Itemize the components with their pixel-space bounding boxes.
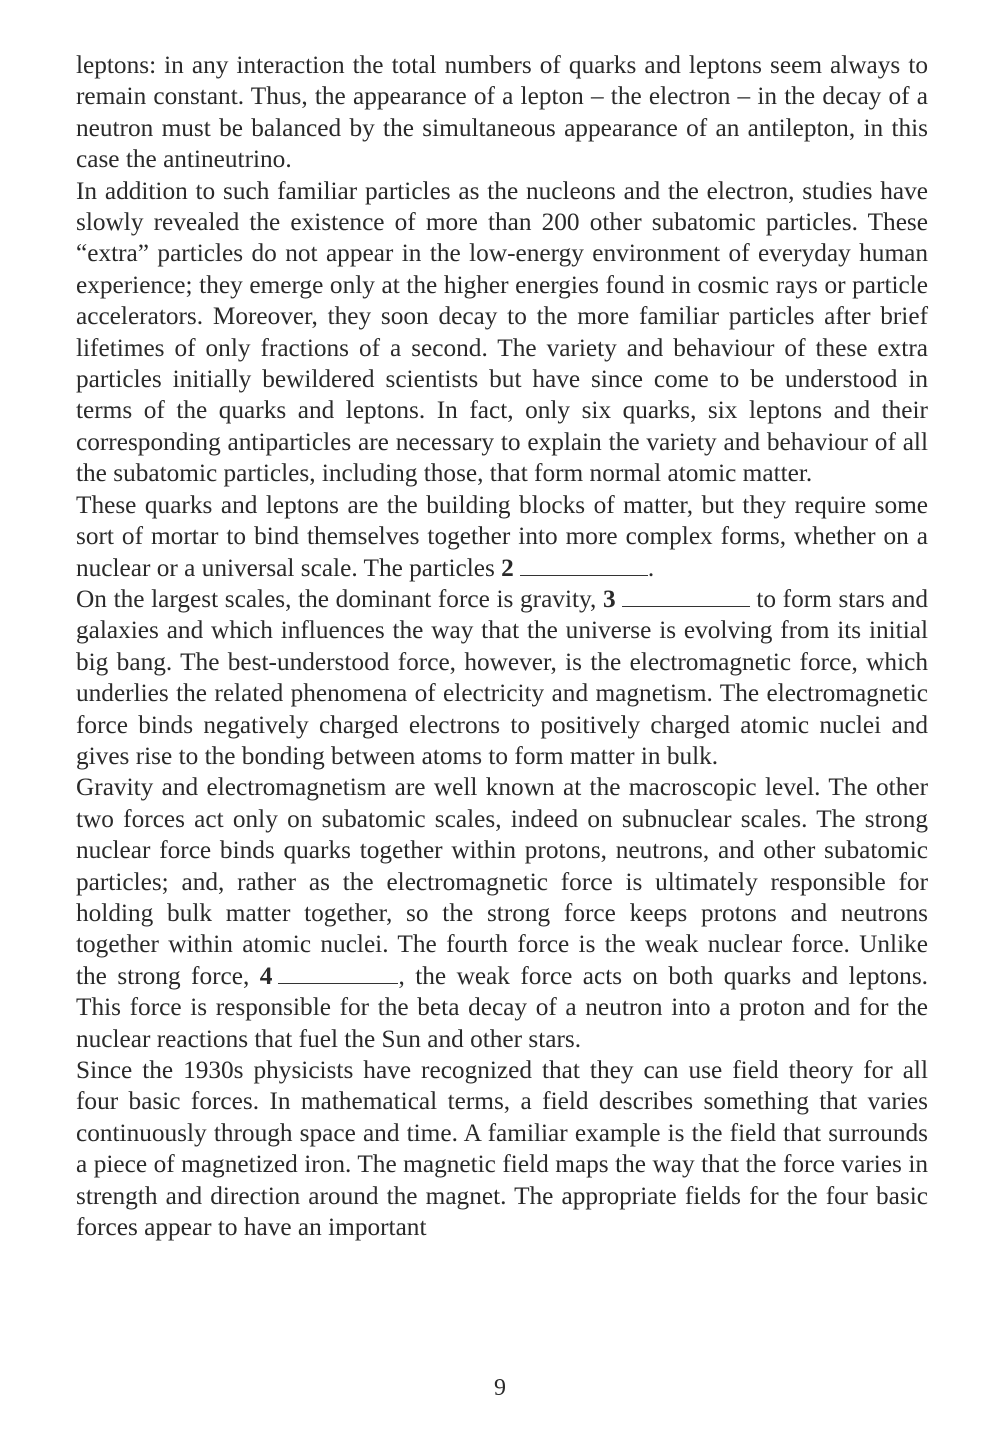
paragraph-1: leptons: in any interaction the total numbers of quarks and leptons seem always to remain constant. Thus, the appearance of a lepton – the electron – in the decay of a neutron must be balanced by the simultaneous appearance of an antilepton, in this case the antineutrino. bbox=[76, 51, 928, 174]
paragraph-6: Since the 1930s physicists have recognized that they can use field theory for all four basic forces. In mathematical terms, a field describes something that varies continuously through space and time. A familiar example is the field that surrounds a piece of magnetized iron. The magnetic field maps the way that the force varies in strength and direction around the magnet. The appropriate fields for the four basic forces appear to have an important bbox=[76, 1056, 928, 1242]
paragraph-4-text: On the largest scales, the dominant force is gravity, bbox=[76, 584, 597, 613]
gap-number-3: 3 bbox=[603, 584, 616, 613]
gap-number-4: 4 bbox=[259, 961, 273, 990]
paragraph-3-end: . bbox=[647, 553, 655, 582]
page-number: 9 bbox=[494, 1375, 506, 1401]
document-body bbox=[76, 50, 928, 1243]
paragraph-4 bbox=[76, 584, 928, 772]
gap-number-2: 2 bbox=[501, 553, 514, 582]
paragraph-5 bbox=[76, 772, 928, 1055]
gap-blank-2[interactable] bbox=[520, 553, 648, 576]
paragraph-4-rest: to form stars and galaxies and which influences the way that the universe is evolving from its initial big bang. The best-understood force, however, is the electromagnetic force, which underlies the related phenomena of electricity and magnetism. The electromagnetic force binds negatively charged electrons to positively charged atomic nuclei and gives rise to the bonding between atoms to form matter in bulk. bbox=[76, 584, 929, 770]
paragraph-5-text: Gravity and electromagnetism are well known at the macroscopic level. The other two forces act only on subatomic scales, indeed on subnuclear scales. The strong nuclear force binds quarks together within protons, neutrons, and other subatomic particles; and, rather as the electromagnetic force is ultimately responsible for holding bulk matter together, so the strong force keeps protons and neutrons together within atomic nuclei. The fourth force is the weak nuclear force. Unlike the strong force, bbox=[76, 773, 928, 990]
gap-blank-4[interactable] bbox=[278, 961, 398, 984]
gap-blank-3[interactable] bbox=[622, 584, 750, 607]
paragraph-3 bbox=[76, 490, 928, 584]
paragraph-2: In addition to such familiar particles as the nucleons and the electron, studies have slowly revealed the existence of more than 200 other subatomic particles. These “extra” particles do not appear in the low-energy environment of everyday human experience; they emerge only at the higher energies found in cosmic rays or particle accelerators. Moreover, they soon decay to the more familiar particles after brief lifetimes of only fractions of a second. The variety and behaviour of these extra particles initially bewildered scientists but have since come to be understood in terms of the quarks and leptons. In fact, only six quarks, six leptons and their corresponding antiparticles are necessary to explain the variety and behaviour of all the subatomic particles, including those, that form normal atomic matter. bbox=[76, 176, 928, 488]
paragraph-5-rest: , the weak force acts on both quarks and leptons. This force is responsible for the beta decay of a neutron into a proton and for the nuclear reactions that fuel the Sun and other stars. bbox=[76, 961, 928, 1053]
paragraph-3-text: These quarks and leptons are the building blocks of matter, but they require some sort of mortar to bind themselves together into more complex forms, whether on a nuclear or a universal scale. The particles bbox=[76, 490, 928, 582]
